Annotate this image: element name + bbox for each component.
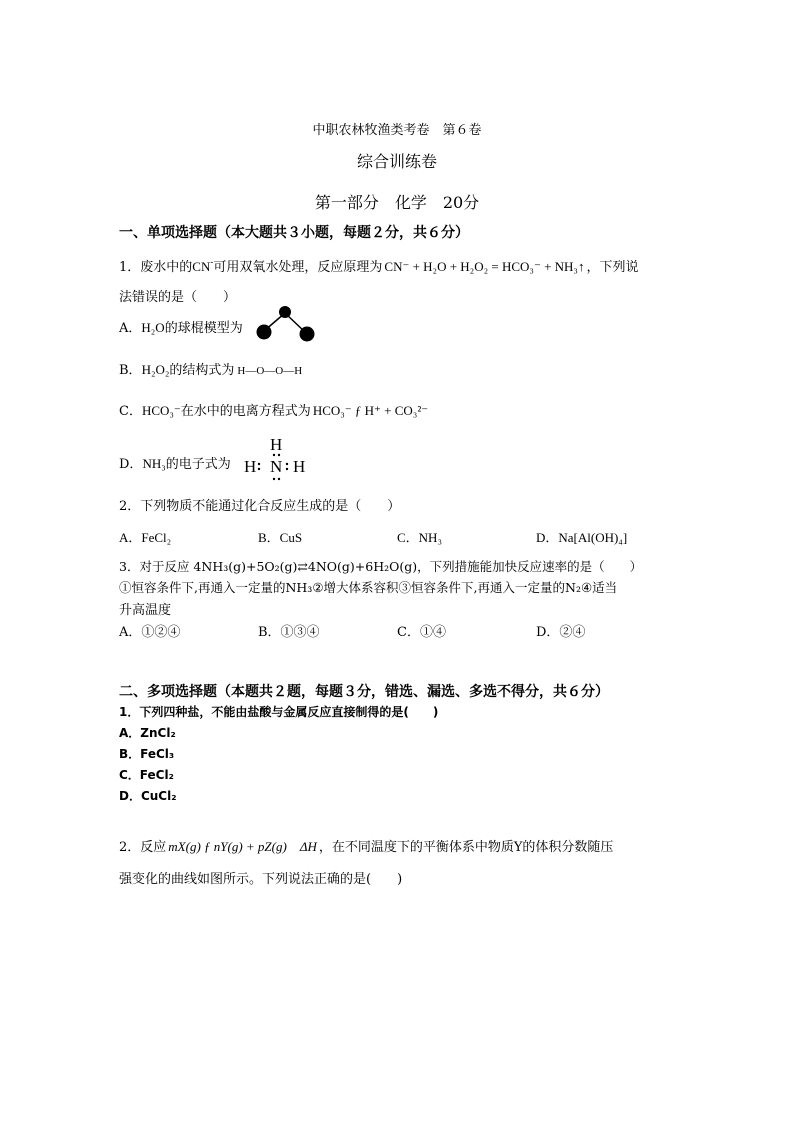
q1-opt-c-formula: HCO₃⁻ [141, 403, 181, 418]
ammonia-h-left: H [244, 457, 257, 476]
ammonia-h-top: H [270, 435, 283, 454]
q1-opt-c-equation: HCO₃⁻ ƒ H⁺ + CO₃²⁻ [312, 403, 429, 418]
q1-opt-b-formula: H₂O₂ [141, 362, 170, 377]
q1-opt-d-formula: NH₃ [142, 456, 166, 471]
s2-q1-option-d: D．CuCl₂ [119, 789, 177, 803]
q1-opt-b-text: 的结构式为 [169, 363, 235, 378]
q1-option-d [119, 453, 231, 472]
hydrogen-atom-right [300, 327, 315, 342]
s2-q1-option-a: A．ZnCl₂ [119, 726, 176, 740]
q1-stem-a: 1．废水中的 [119, 260, 193, 275]
q1-opt-a-text: 的球棍模型为 [164, 321, 243, 336]
s2-q2-line2: 强变化的曲线如图所示。下列说法正确的是( ) [119, 872, 403, 887]
q3-line3: 升高温度 [119, 603, 172, 618]
q1-stem-line2: 法错误的是（ ） [119, 290, 237, 305]
q1-option-a [119, 317, 243, 336]
q1-opt-d-prefix: D． [119, 457, 143, 472]
q1-opt-b-prefix: B． [119, 363, 142, 378]
s2-q1-option-c: C．FeCl₂ [119, 768, 174, 782]
q1-opt-a-formula: H₂O [141, 320, 165, 335]
s2-q1-option-b: B．FeCl₃ [119, 747, 175, 761]
q1-option-c [119, 400, 428, 419]
q1-opt-a-prefix: A． [119, 321, 142, 336]
s2-q1-stem: 1．下列四种盐，不能由盐酸与金属反应直接制得的是( ) [119, 705, 439, 719]
q1-formula: CN⁻ + H₂O + H₂O₂ = HCO₃⁻ + NH₃↑ [384, 259, 585, 274]
oxygen-atom [279, 306, 291, 318]
q3-option-a: A．①②④ [119, 625, 181, 640]
q1-opt-d-text: 的电子式为 [165, 457, 231, 472]
ammonia-n-center: N [270, 457, 283, 476]
q1-opt-c-prefix: C． [119, 404, 142, 419]
q1-cn: CN [192, 259, 211, 274]
q2-stem: 2．下列物质不能通过化合反应生成的是（ ） [119, 499, 401, 514]
part-title: 第一部分 化学 20分 [314, 193, 480, 212]
q2-option-a: A．FeCl₂ [119, 530, 172, 545]
s2-q2-stem [119, 836, 613, 855]
hydrogen-atom-left [257, 325, 272, 340]
q1-option-b [119, 359, 302, 378]
q3-option-b: B．①③④ [258, 625, 320, 640]
q2-option-d: D．Na[Al(OH)₄] [536, 530, 628, 545]
q3-stem: 3．对于反应 4NH₃(g)+5O₂(g)⇄4NO(g)+6H₂O(g)，下列措施能加快反应速率的是（ ） [119, 559, 643, 574]
section1-title: 一、单项选择题（本大题共３小题，每题２分，共６分） [119, 225, 469, 241]
exam-title: 中职农林牧渔类考卷 第６卷 [312, 123, 482, 138]
exam-subtitle: 综合训练卷 [356, 152, 437, 171]
water-ball-stick-model [254, 304, 318, 344]
q2-option-b: B．CuS [258, 530, 303, 545]
q3-option-c: C．①④ [397, 625, 446, 640]
q3-line2: ①恒容条件下,再通入一定量的NH₃②增大体系容积③恒容条件下,再通入一定量的N₂④适当 [119, 580, 618, 595]
q1-stem-c: ，下列说 [586, 260, 639, 275]
q1-stem-b: 可用双氧水处理，反应原理为 [213, 260, 383, 275]
section2-title: 二、多项选择题（本题共２题，每题３分，错选、漏选、多选不得分，共６分） [119, 684, 609, 700]
ammonia-electron-dot-structure [240, 434, 314, 486]
s2-q2-stem-b: ，在不同温度下的平衡体系中物质Y的体积分数随压 [318, 840, 614, 855]
q1-stem: 1．废水中的CN-可用双氧水处理，反应原理为 CN⁻ + H₂O + H₂O₂ = HCO₃⁻ + NH₃↑ ，下列说 [119, 258, 639, 275]
s2-q2-stem-a: 2．反应 [119, 840, 167, 855]
s2-q2-formula: mX(g) ƒ nY(g) + pZ(g) ΔH [168, 839, 317, 854]
q2-option-c: C．NH₃ [397, 530, 442, 545]
q1-opt-c-text: 在水中的电离方程式为 [180, 404, 311, 419]
q1-opt-b-structure: H—O—O—H [237, 365, 303, 377]
q3-option-d: D．②④ [536, 625, 586, 640]
ammonia-h-right: H [293, 457, 306, 476]
